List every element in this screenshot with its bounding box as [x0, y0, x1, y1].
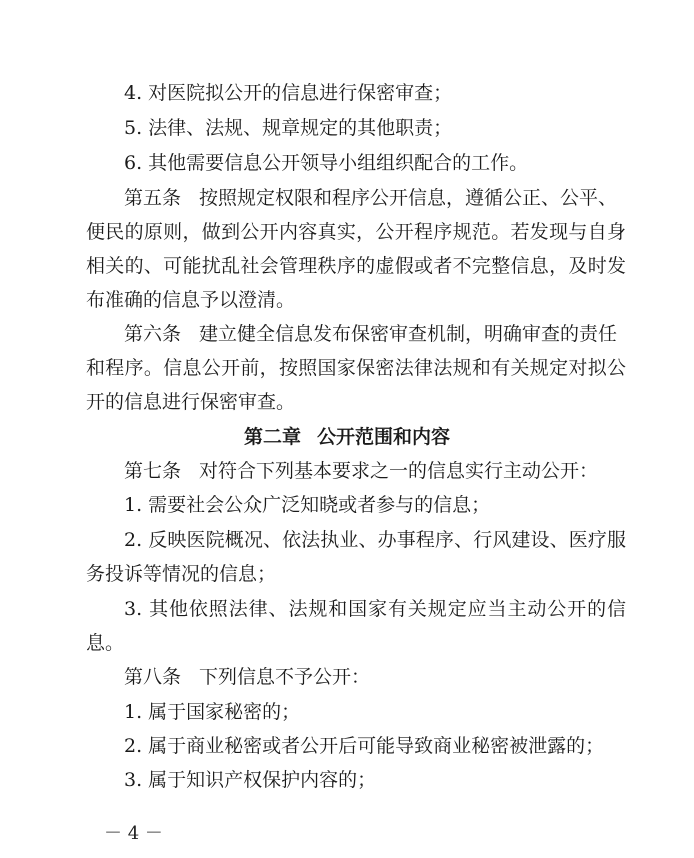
chapter-heading	[0, 424, 694, 450]
list-item: 6. 其他需要信息公开领导小组组织配合的工作。	[124, 152, 529, 174]
list-item: 1. 属于国家秘密的；	[124, 701, 301, 723]
article-text: 按照规定权限和程序公开信息，遵循公正、公平、	[199, 187, 618, 209]
paragraph-line: 开的信息进行保密审查。	[86, 391, 296, 413]
chapter-title: 公开范围和内容	[317, 426, 451, 448]
list-item: 2. 属于商业秘密或者公开后可能导致商业秘密被泄露的；	[124, 735, 605, 757]
paragraph-line: 布准确的信息予以澄清。	[86, 289, 296, 311]
chapter-number: 第二章	[243, 426, 301, 448]
list-item: 2. 反映医院概况、依法执业、办事程序、行风建设、医疗服	[124, 529, 626, 551]
list-item: 1. 需要社会公众广泛知晓或者参与的信息；	[124, 494, 491, 516]
article-label: 第七条	[124, 460, 182, 482]
paragraph-line: 务投诉等情况的信息；	[86, 563, 277, 585]
article-text: 下列信息不予公开：	[199, 666, 371, 688]
list-item: 3. 属于知识产权保护内容的；	[124, 769, 377, 791]
article-label: 第五条	[124, 187, 182, 209]
article-5-first-line	[124, 185, 626, 211]
paragraph-line: 息。	[86, 632, 125, 654]
list-item: 4. 对医院拟公开的信息进行保密审查；	[124, 82, 453, 104]
article-6-first-line	[124, 321, 626, 347]
page-number: － 4 －	[104, 823, 163, 844]
article-label: 第六条	[124, 323, 182, 345]
paragraph-line: 相关的、可能扰乱社会管理秩序的虚假或者不完整信息，及时发	[86, 255, 626, 277]
list-item: 5. 法律、法规、规章规定的其他职责；	[124, 117, 453, 139]
article-label: 第八条	[124, 666, 182, 688]
list-item: 3. 其他依照法律、法规和国家有关规定应当主动公开的信	[124, 598, 626, 620]
article-8-first-line	[124, 664, 626, 690]
paragraph-line: 便民的原则，做到公开内容真实，公开程序规范。若发现与自身	[86, 221, 626, 243]
article-text: 建立健全信息发布保密审查机制，明确审查的责任	[199, 323, 618, 345]
paragraph-line: 和程序。信息公开前，按照国家保密法律法规和有关规定对拟公	[86, 357, 626, 379]
article-7-first-line	[124, 458, 626, 484]
article-text: 对符合下列基本要求之一的信息实行主动公开：	[199, 460, 599, 482]
